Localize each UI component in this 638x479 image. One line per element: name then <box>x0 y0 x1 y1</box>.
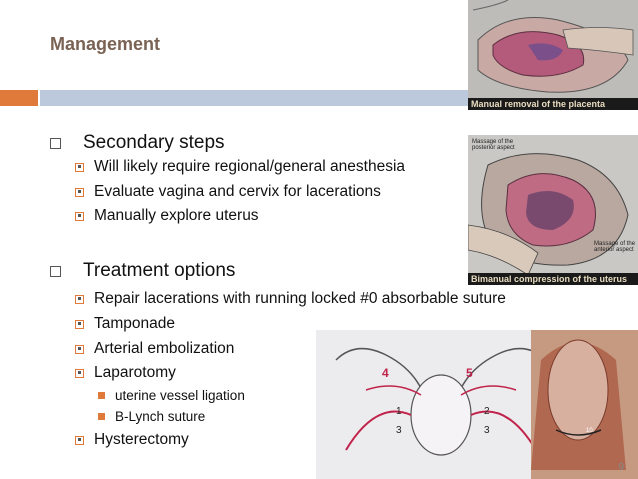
sub-list-item-text: uterine vessel ligation <box>115 388 245 403</box>
bimanual-illustration <box>468 135 638 285</box>
ligation-label-3-right: 3 <box>484 425 490 436</box>
ligation-label-2: 2 <box>484 406 490 417</box>
square-bullet-icon <box>75 295 84 304</box>
list-item <box>75 290 506 308</box>
square-bullet-icon <box>75 369 84 378</box>
sub-list-item <box>98 409 205 424</box>
list-item-text: Will likely require regional/general anesthesia <box>94 158 406 175</box>
list-item-text: Manually explore uterus <box>94 207 259 224</box>
list-item <box>75 315 175 333</box>
small-square-bullet-icon <box>98 392 105 399</box>
square-bullet-icon <box>75 212 84 221</box>
ligation-label-4: 4 <box>382 366 389 380</box>
list-item-text: Evaluate vagina and cervix for lacerations <box>94 183 381 200</box>
list-item <box>75 158 405 176</box>
bimanual-caption: Bimanual compression of the uterus <box>468 273 638 285</box>
posterior-label: Massage of the posterior aspect <box>472 139 515 151</box>
treatment-options-heading: Treatment options <box>83 260 236 281</box>
square-bullet-icon <box>75 345 84 354</box>
list-item <box>75 431 189 449</box>
square-bullet-icon <box>75 188 84 197</box>
placenta-illustration <box>468 0 638 110</box>
small-square-bullet-icon <box>98 413 105 420</box>
blynch-label: 10 <box>586 428 593 434</box>
anterior-label: Massage of the anterior aspect <box>594 241 636 253</box>
list-item-text: Hysterectomy <box>94 431 189 448</box>
slide-title: Management <box>50 34 161 54</box>
placenta-caption: Manual removal of the placenta <box>468 98 638 110</box>
square-bullet-icon <box>75 436 84 445</box>
list-item-text: Repair lacerations with running locked #0 absorbable suture <box>94 290 506 307</box>
bullet-treatment-options <box>50 260 235 282</box>
bullet-secondary-steps <box>50 132 225 154</box>
list-item-text: Tamponade <box>94 315 176 332</box>
placenta-removal-image <box>468 0 638 110</box>
square-bullet-icon <box>75 163 84 172</box>
page-number: 9 <box>618 462 624 473</box>
ligation-label-3-left: 3 <box>396 425 402 436</box>
list-item-text: Laparotomy <box>94 364 176 381</box>
ligation-label-1: 1 <box>396 406 402 417</box>
title-accent-bar <box>0 90 38 106</box>
ligation-image <box>316 330 638 479</box>
sub-list-item-text: B-Lynch suture <box>115 409 206 424</box>
ligation-label-5: 5 <box>466 366 473 380</box>
bimanual-compression-image <box>468 135 638 285</box>
list-item <box>75 183 381 201</box>
list-item <box>75 207 259 225</box>
ligation-illustration <box>316 330 638 479</box>
square-bullet-icon <box>75 320 84 329</box>
sub-list-item <box>98 388 245 403</box>
list-item <box>75 340 234 358</box>
list-item-text: Arterial embolization <box>94 340 235 357</box>
list-item <box>75 364 176 382</box>
checkbox-bullet-icon <box>50 138 61 149</box>
secondary-steps-heading: Secondary steps <box>83 132 225 153</box>
checkbox-bullet-icon <box>50 266 61 277</box>
